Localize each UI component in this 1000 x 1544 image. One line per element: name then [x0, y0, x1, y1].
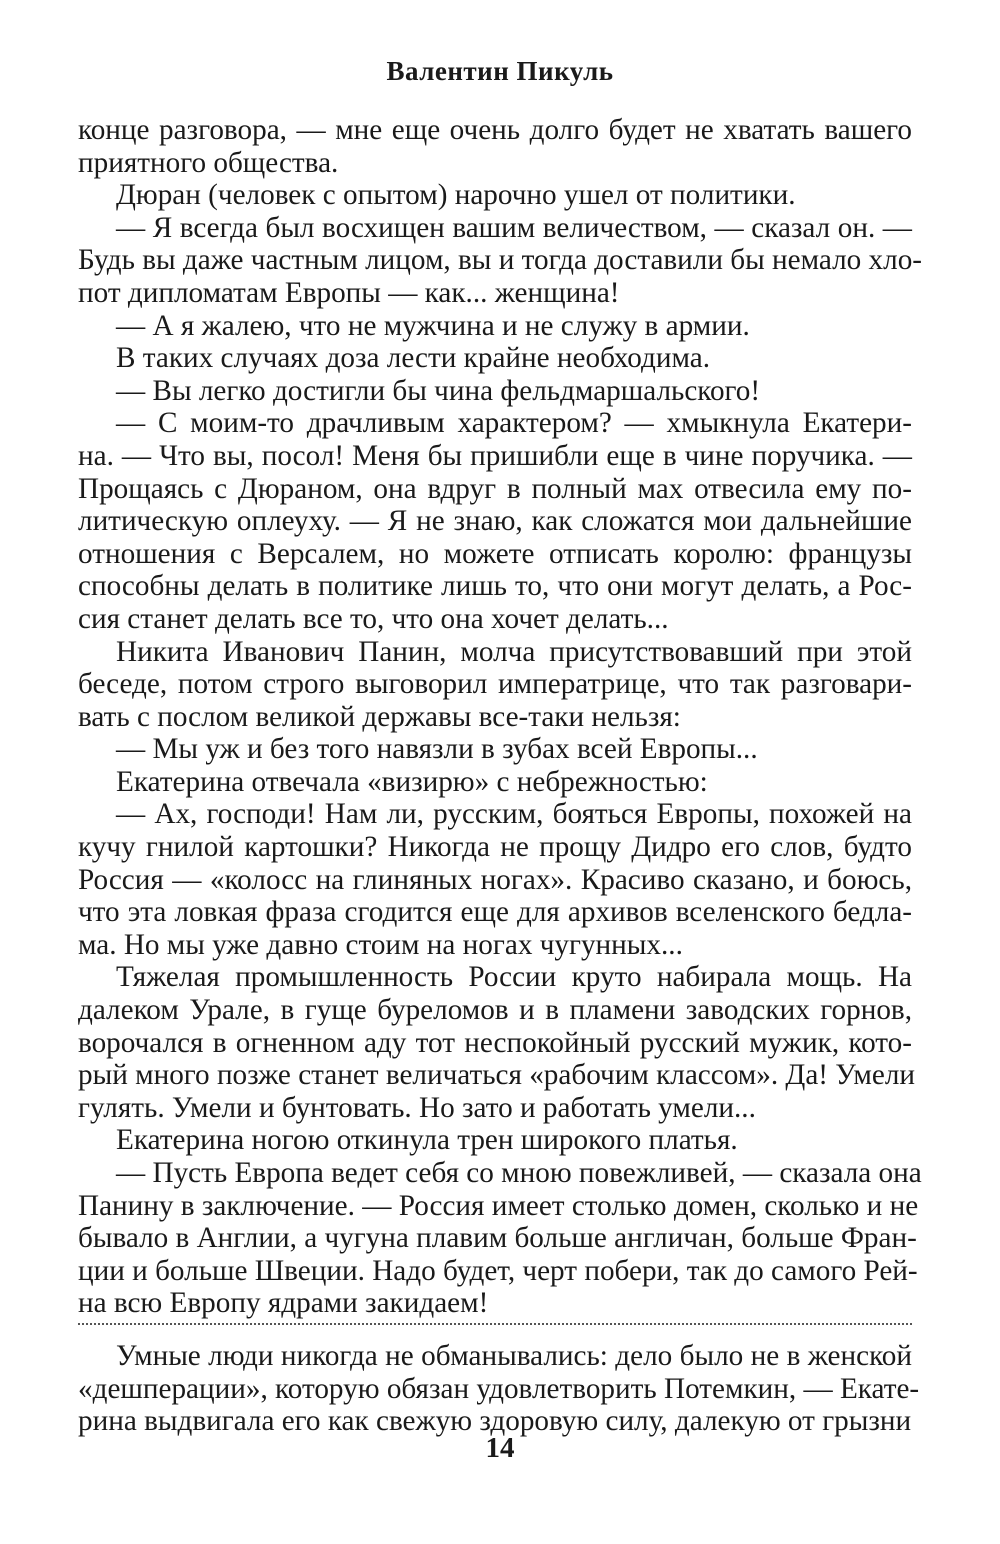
text-line: приятного общества. [78, 146, 339, 179]
text-line: Панину в заключение. — Россия имеет столько домен, сколько и не [78, 1189, 919, 1222]
text-line: литическую оплеуху. — Я не знаю, как сложатся мои дальнейшие [78, 505, 912, 538]
paragraph [78, 1157, 922, 1320]
paragraph [78, 375, 912, 408]
text-line: — Пусть Европа ведет себя со мною повежливей, — сказала она [116, 1157, 922, 1189]
text-line: «дешперации», которую обязан удовлетворить Потемкин, — Екате- [78, 1372, 920, 1405]
text-line: — А я жалею, что не мужчина и не служу в армии. [116, 309, 750, 342]
paragraph [78, 961, 916, 1124]
text-line: Будь вы даже частным лицом, вы и тогда доставили бы немало хло- [78, 244, 923, 277]
text-line: кучу гнилой картошки? Никогда не прощу Дидро его слов, будто [78, 831, 912, 864]
text-line: В таких случаях доза лести крайне необходима. [116, 342, 711, 375]
text-line: Дюран (человек с опытом) нарочно ушел от политики. [116, 179, 796, 212]
text-line: — С моим-то драчливым характером? — хмыкнула Екатери- [116, 407, 912, 440]
text-line: — Мы уж и без того навязли в зубах всей Европы... [116, 733, 758, 766]
text-line: конце разговора, — мне еще очень долго будет не хватать вашего [78, 114, 912, 146]
text-line: ворочался в огненном аду тот неспокойный русский мужик, кото- [78, 1026, 912, 1059]
text-line: Прощаясь с Дюраном, она вдруг в полный мах отвесила ему по- [78, 472, 912, 505]
paragraph [78, 798, 912, 961]
text-line: вать с послом великой державы все-таки нельзя: [78, 700, 681, 733]
text-line: Россия — «колосс на глиняных ногах». Красиво сказано, и боюсь, [78, 863, 912, 896]
text-line: беседе, потом строго выговорил императрице, что так разговари- [78, 668, 912, 701]
text-line: — Вы легко достигли бы чина фельдмаршальского! [116, 374, 761, 407]
text-line: ма. Но мы уже давно стоим на ногах чугунных... [78, 928, 683, 961]
text-line: — Ах, господи! Нам ли, русским, бояться Европы, похожей на [116, 798, 912, 831]
section-divider [78, 1323, 912, 1325]
text-line: способны делать в политике лишь то, что они могут делать, а Рос- [78, 570, 912, 603]
text-line: на. — Что вы, посол! Меня бы пришибли еще в чине поручика. — [78, 439, 912, 472]
page-number: 14 [485, 1432, 515, 1464]
text-line: на всю Европу ядрами закидаем! [78, 1287, 489, 1320]
text-line: Умные люди никогда не обманывались: дело было не в женской [116, 1340, 912, 1372]
text-line: рый много позже станет величаться «рабочим классом». Да! Умели [78, 1059, 916, 1092]
text-line: отношения с Версалем, но можете отписать королю: французы [78, 537, 912, 570]
text-line: — Я всегда был восхищен вашим величеством, — сказал он. — [116, 211, 912, 244]
paragraph [78, 733, 912, 766]
text-line: Екатерина отвечала «визирю» с небрежностью: [116, 765, 708, 798]
body-text [78, 114, 923, 1320]
text-line: далеком Урале, в гуще буреломов и в пламени заводских горнов, [78, 994, 912, 1027]
text-line: пот дипломатам Европы — как... женщина! [78, 276, 620, 309]
paragraph [78, 114, 912, 179]
paragraph [78, 179, 912, 212]
continued-text [78, 1340, 920, 1438]
text-line: ции и больше Швеции. Надо будет, черт побери, так до самого Рей- [78, 1254, 918, 1287]
paragraph [78, 211, 923, 310]
text-line: Никита Иванович Панин, молча присутствовавший при этой [116, 635, 912, 668]
paragraph [78, 342, 912, 375]
paragraph [78, 310, 912, 343]
text-line: Екатерина ногою откинула трен широкого платья. [116, 1124, 738, 1157]
paragraph [78, 766, 912, 799]
text-line: сия станет делать все то, что она хочет делать... [78, 602, 669, 635]
text-line: рина выдвигала его как свежую здоровую силу, далекую от грызни [78, 1405, 912, 1438]
paragraph [78, 1340, 920, 1438]
text-line: бывало в Англии, а чугуна плавим больше англичан, больше Фран- [78, 1222, 917, 1255]
paragraph [78, 636, 912, 734]
text-line: что эта ловкая фраза сгодится еще для архивов вселенского бедла- [78, 896, 912, 929]
paragraph [78, 407, 912, 635]
running-title: Валентин Пикуль [386, 56, 614, 86]
paragraph [78, 1124, 912, 1157]
text-line: гулять. Умели и бунтовать. Но зато и работать умели... [78, 1091, 756, 1124]
text-line: Тяжелая промышленность России круто набирала мощь. На [116, 961, 912, 994]
